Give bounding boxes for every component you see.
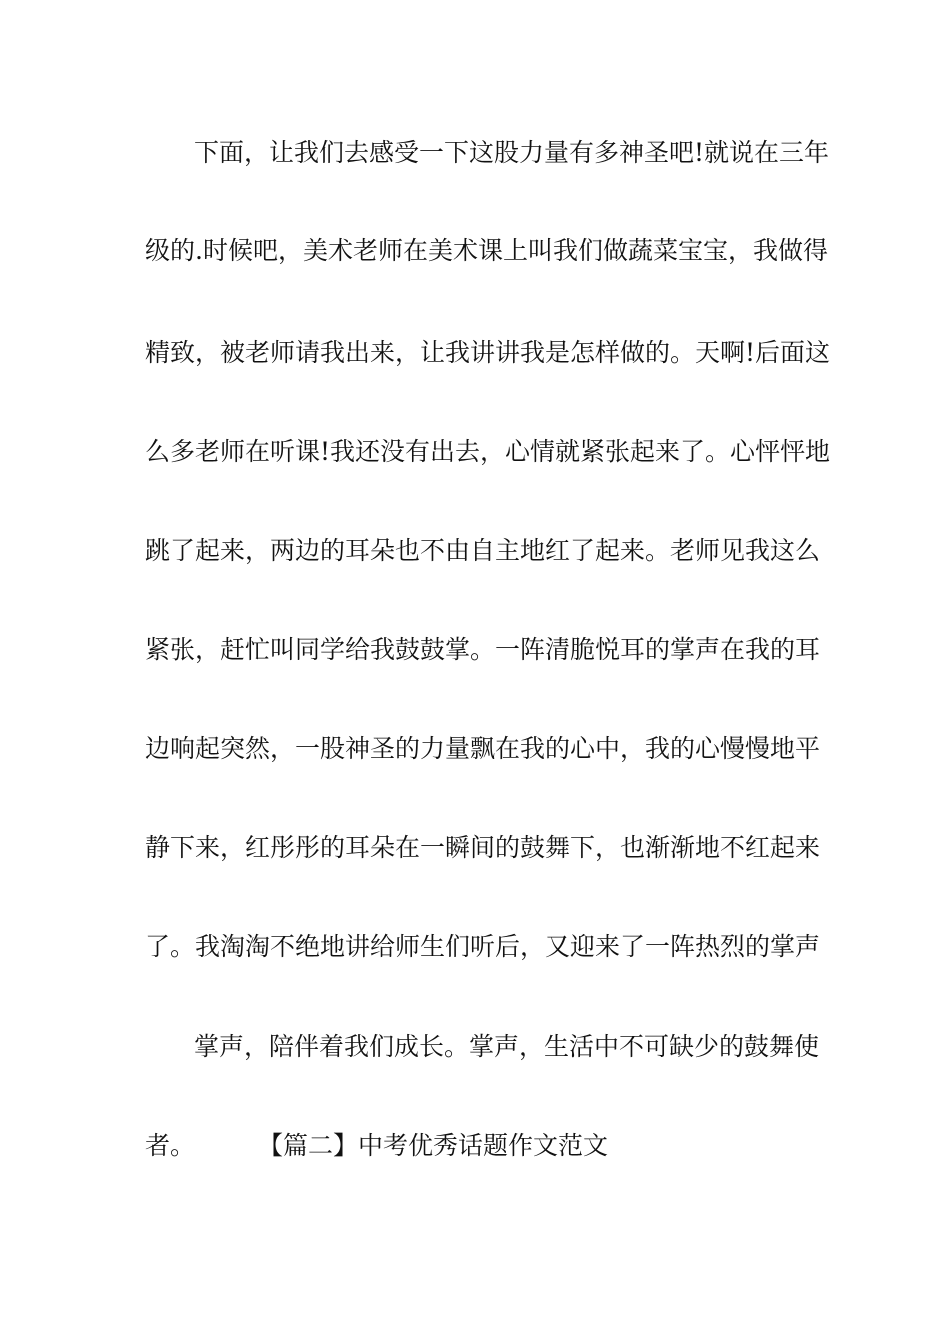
section-heading: 【篇二】中考优秀话题作文范文	[258, 1131, 609, 1160]
paragraph-line: 掌声，陪伴着我们成长。掌声，生活中不可缺少的鼓舞使	[194, 1032, 820, 1061]
paragraph-line: 级的.时候吧，美术老师在美术课上叫我们做蔬菜宝宝，我做得	[145, 236, 828, 265]
paragraph-line: 静下来，红彤彤的耳朵在一瞬间的鼓舞下，也渐渐地不红起来	[145, 833, 821, 862]
paragraph-line: 边响起突然，一股神圣的力量飘在我的心中，我的心慢慢地平	[145, 734, 821, 763]
paragraph-line: 下面，让我们去感受一下这股力量有多神圣吧!就说在三年	[194, 138, 830, 167]
paragraph-line: 者。	[145, 1131, 196, 1160]
paragraph-line: 跳了起来，两边的耳朵也不由自主地红了起来。老师见我这么	[145, 536, 821, 565]
paragraph-line: 紧张，赶忙叫同学给我鼓鼓掌。一阵清脆悦耳的掌声在我的耳	[145, 635, 821, 664]
paragraph-line: 么多老师在听课!我还没有出去，心情就紧张起来了。心怦怦地	[145, 437, 831, 466]
paragraph-line: 了。我淘淘不绝地讲给师生们听后，又迎来了一阵热烈的掌声	[145, 932, 821, 961]
paragraph-line: 精致，被老师请我出来，让我讲讲我是怎样做的。天啊!后面这	[145, 338, 831, 367]
